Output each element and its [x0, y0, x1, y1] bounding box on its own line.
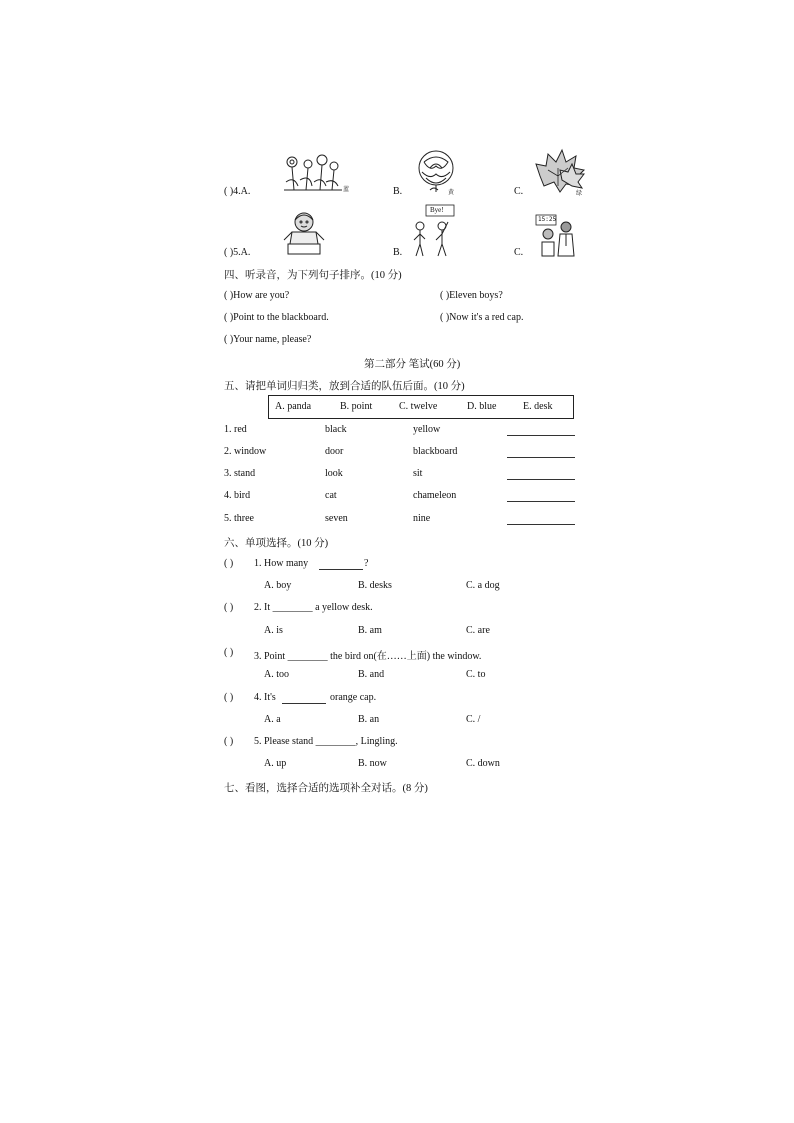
q5-option-c: C. down	[466, 758, 500, 769]
q1-option-b: B. desks	[358, 580, 392, 591]
sort-row-2-answer-line[interactable]	[507, 457, 575, 458]
q2-text: 2. It ________ a yellow desk.	[254, 602, 373, 613]
q1-option-c: C. a dog	[466, 580, 500, 591]
sort-row-5-answer-line[interactable]	[507, 524, 575, 525]
q1-option-a: A. boy	[264, 580, 292, 591]
section4-item-5: ( )Your name, please?	[224, 334, 312, 345]
q5-option-b: B. now	[358, 758, 387, 769]
q2-option-b: B. am	[358, 625, 382, 636]
sort-row-4-word-b: cat	[325, 490, 337, 501]
bye-speech-bubble: Bye!	[430, 206, 444, 214]
sort-row-1-word-c: yellow	[413, 424, 441, 435]
q4-option-c-label: C.	[514, 186, 524, 197]
two-kids-bye-picture	[410, 204, 460, 258]
section4-title: 四、听录音，为下列句子排序。(10 分)	[224, 270, 402, 281]
q5-number: ( )5.A.	[224, 247, 251, 258]
sort-row-5-word-c: nine	[413, 513, 431, 524]
flowers-picture	[282, 152, 346, 192]
word-option: D. blue	[467, 401, 497, 412]
q2-option-a: A. is	[264, 625, 283, 636]
q2-option-c: C. are	[466, 625, 490, 636]
q1-answer-paren[interactable]: ( )	[224, 558, 234, 569]
section5-title: 五、请把单词归归类，放到合适的队伍后面。(10 分)	[224, 381, 465, 392]
q1-blank[interactable]	[319, 569, 363, 570]
sort-row-5-word-b: seven	[325, 513, 348, 524]
color-tag-blue: 蓝	[343, 187, 350, 193]
q3-option-a: A. too	[264, 669, 289, 680]
q5-option-b-label: B.	[393, 247, 403, 258]
q1-text-after: ?	[364, 558, 369, 569]
q5-text: 5. Please stand ________, Lingling.	[254, 736, 398, 747]
section7-title: 七、看图，选择合适的选项补全对话。(8 分)	[224, 783, 428, 794]
section4-item-4: ( )Now it's a red cap.	[440, 312, 524, 323]
sort-row-4-word-c: chameleon	[413, 490, 457, 501]
rose-picture	[412, 148, 462, 194]
sort-row-2-word-b: door	[325, 446, 344, 457]
q5-answer-paren[interactable]: ( )	[224, 736, 234, 747]
sort-row-4-answer-line[interactable]	[507, 501, 575, 502]
q3-option-b: B. and	[358, 669, 385, 680]
clock-and-people-picture	[532, 212, 580, 258]
q4-option-c: C. /	[466, 714, 481, 725]
color-tag-yellow: 黄	[448, 190, 455, 196]
sort-row-2-word-a: 2. window	[224, 446, 267, 457]
q3-option-c: C. to	[466, 669, 486, 680]
q4-answer-paren[interactable]: ( )	[224, 692, 234, 703]
q1-text-before: 1. How many	[254, 558, 309, 569]
q4-blank[interactable]	[282, 703, 326, 704]
section4-item-2: ( )Eleven boys?	[440, 290, 503, 301]
q4-text-before: 4. It's	[254, 692, 276, 703]
sort-row-4-word-a: 4. bird	[224, 490, 251, 501]
word-box	[268, 395, 574, 419]
clock-time: 15:25	[538, 216, 557, 223]
section4-item-3: ( )Point to the blackboard.	[224, 312, 329, 323]
sort-row-3-answer-line[interactable]	[507, 479, 575, 480]
sort-row-1-word-a: 1. red	[224, 424, 247, 435]
sort-row-5-word-a: 5. three	[224, 513, 254, 524]
sort-row-1-word-b: black	[325, 424, 347, 435]
word-option: B. point	[340, 401, 373, 412]
color-tag-green: 绿	[576, 191, 583, 197]
sort-row-1-answer-line[interactable]	[507, 435, 575, 436]
q4-option-b: B. an	[358, 714, 380, 725]
q4-option-b-label: B.	[393, 186, 403, 197]
section4-item-1: ( )How are you?	[224, 290, 290, 301]
word-option: A. panda	[275, 401, 312, 412]
q4-text-after: orange cap.	[330, 692, 377, 703]
leaves-picture	[532, 146, 588, 194]
sort-row-3-word-b: look	[325, 468, 343, 479]
q5-option-a: A. up	[264, 758, 287, 769]
sort-row-2-word-c: blackboard	[413, 446, 458, 457]
sort-row-3-word-c: sit	[413, 468, 423, 479]
q4-option-a: A. a	[264, 714, 281, 725]
word-option: C. twelve	[399, 401, 438, 412]
q4-number: ( )4.A.	[224, 186, 251, 197]
section6-title: 六、单项选择。(10 分)	[224, 538, 329, 549]
word-option: E. desk	[523, 401, 553, 412]
q5-option-c-label: C.	[514, 247, 524, 258]
q2-answer-paren[interactable]: ( )	[224, 602, 234, 613]
part2-title: 第二部分 笔试(60 分)	[364, 359, 461, 370]
q3-text: 3. Point ________ the bird on(在……上面) the window.	[254, 651, 482, 662]
q3-answer-paren[interactable]: ( )	[224, 647, 234, 658]
sort-row-3-word-a: 3. stand	[224, 468, 256, 479]
child-at-desk-picture	[278, 210, 330, 256]
